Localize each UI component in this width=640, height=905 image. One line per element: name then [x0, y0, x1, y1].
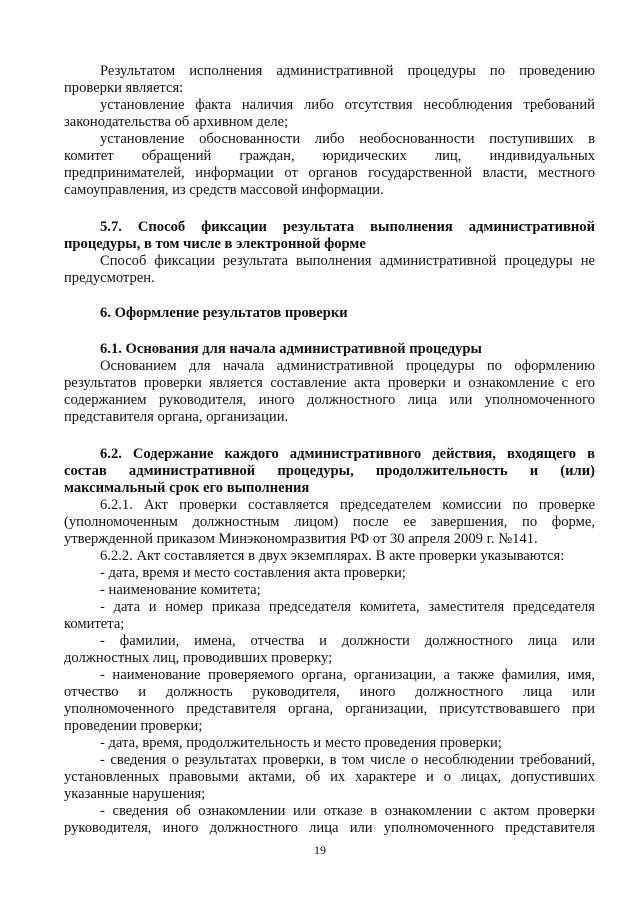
section-heading: 5.7. Способ фиксации результата выполнения административной	[100, 219, 595, 235]
text-line: содержанием руководителя, иного должностного лица или уполномоченного	[64, 392, 595, 408]
text-line: установление обоснованности либо необоснованности поступивших в	[100, 131, 595, 147]
text-line: (уполномоченным должностным лицом) после ее завершения, по форме,	[64, 514, 595, 530]
text-line: представителя органа, организации.	[64, 409, 289, 425]
text-line: отчество и должность руководителя, иного должностного лица или	[64, 684, 595, 700]
list-item: - наименование проверяемого органа, организации, а также фамилия, имя,	[100, 667, 595, 683]
text-line: результатов проверки является составление акта проверки и ознакомление с его	[64, 375, 595, 391]
text-line: уполномоченного представителя органа, организации, присутствовавшего при	[64, 701, 595, 717]
text-line: 6.2.2. Акт составляется в двух экземплярах. В акте проверки указываются:	[100, 548, 565, 564]
page-number: 19	[314, 843, 326, 857]
text-line: 6.2.1. Акт проверки составляется председателем комиссии по проверке	[100, 497, 595, 513]
section-heading: 6. Оформление результатов проверки	[100, 305, 348, 321]
text-line: Способ фиксации результата выполнения административной процедуры не	[100, 253, 595, 269]
list-item: - дата, время и место составления акта проверки;	[100, 565, 406, 581]
text-line: установление факта наличия либо отсутствия несоблюдения требований	[100, 97, 595, 113]
text-line: указанные нарушения;	[64, 786, 206, 802]
text-line: должностных лиц, проводивших проверку;	[64, 650, 333, 666]
text-line: законодательства об архивном деле;	[64, 114, 289, 130]
list-item: - сведения о результатах проверки, в том числе о несоблюдении требований,	[100, 752, 595, 768]
text-line: комитета;	[64, 616, 125, 632]
section-heading: максимальный срок его выполнения	[64, 480, 310, 496]
section-heading: состав административной процедуры, продолжительность и (или)	[64, 463, 595, 479]
section-heading: процедуры, в том числе в электронной форме	[64, 236, 366, 252]
text-line: Основанием для начала административной процедуры по оформлению	[100, 358, 595, 374]
section-heading: 6.2. Содержание каждого административного действия, входящего в	[100, 446, 595, 462]
text-line: комитет обращений граждан, юридических лиц, индивидуальных	[64, 148, 595, 164]
text-line: проверки является:	[64, 80, 184, 96]
list-item: - сведения об ознакомлении или отказе в ознакомлении с актом проверки	[100, 803, 595, 819]
list-item: - наименование комитета;	[100, 582, 261, 598]
text-line: самоуправления, из средств массовой информации.	[64, 182, 384, 198]
text-line: предпринимателей, информации от органов государственной власти, местного	[64, 165, 595, 181]
section-heading: 6.1. Основания для начала административной процедуры	[100, 341, 482, 357]
text-line: руководителя, иного должностного лица или уполномоченного представителя	[64, 820, 595, 836]
text-line: установленных правовыми актами, об их характере и о лицах, допустивших	[64, 769, 595, 785]
list-item: - фамилии, имена, отчества и должности должностного лица или	[100, 633, 595, 649]
text-line: Результатом исполнения административной процедуры по проведению	[100, 63, 595, 79]
text-line: проведении проверки;	[64, 718, 203, 734]
text-line: предусмотрен.	[64, 270, 155, 286]
list-item: - дата и номер приказа председателя комитета, заместителя председателя	[100, 599, 595, 615]
list-item: - дата, время, продолжительность и место проведения проверки;	[100, 735, 502, 751]
text-line: утвержденной приказом Минэкономразвития РФ от 30 апреля 2009 г. №141.	[64, 531, 538, 547]
